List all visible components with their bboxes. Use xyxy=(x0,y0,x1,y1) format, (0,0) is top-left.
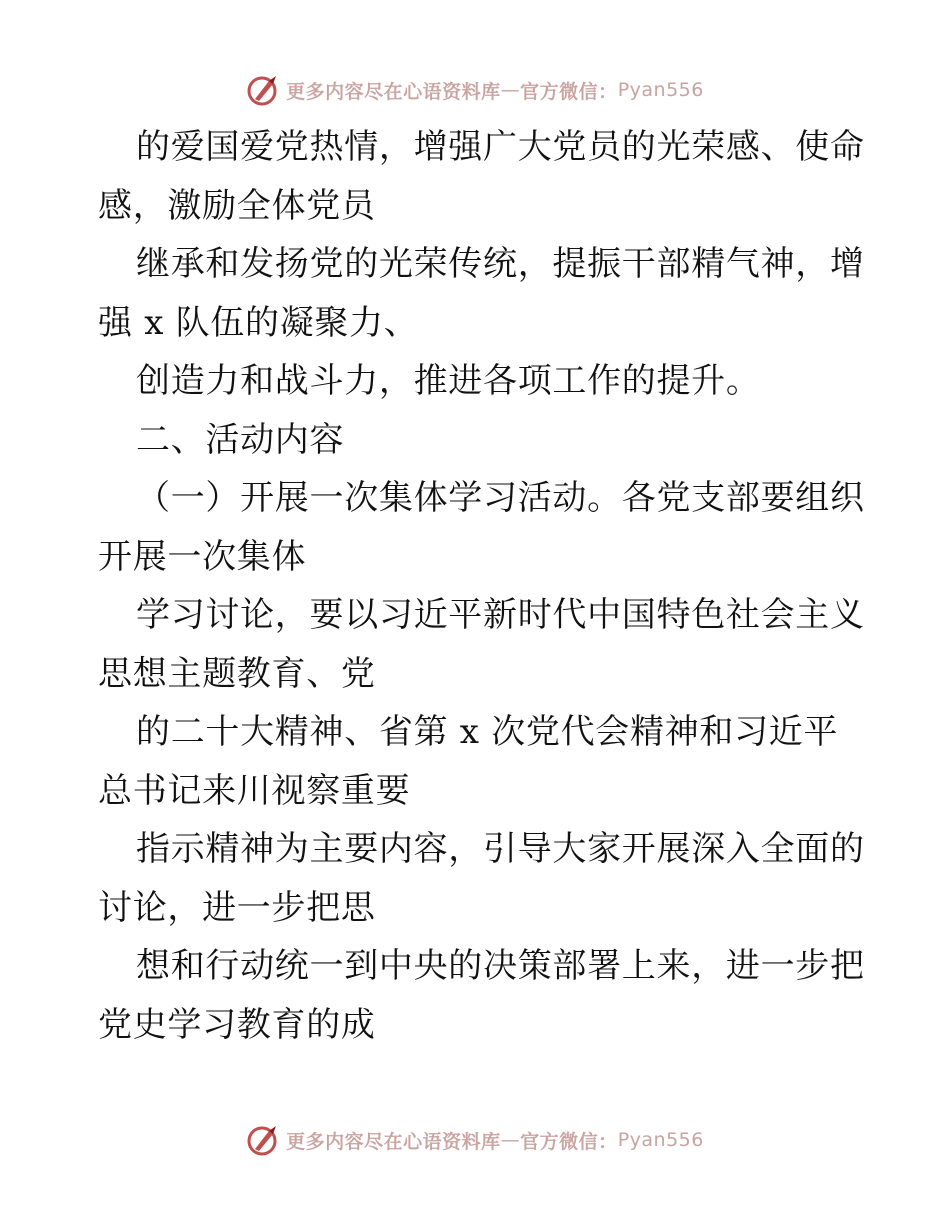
footer-banner xyxy=(0,1120,950,1160)
banner-official-label: 官方微信： xyxy=(520,1130,618,1153)
banner-wechat-id: Pyan556 xyxy=(617,1129,704,1151)
body-line: 讨论，进一步把思 xyxy=(98,887,376,928)
banner-title: 更多内容尽在心语资料库 xyxy=(286,1130,501,1153)
body-line: 创造力和战斗力，推进各项工作的提升。 xyxy=(136,361,761,401)
body-line: 继承和发扬党的光荣传统，提振干部精气神，增 xyxy=(136,244,865,284)
body-line: 学习讨论，要以习近平新时代中国特色社会主义 xyxy=(136,595,865,635)
banner-separator: — xyxy=(500,1129,521,1151)
banner-official-label: 官方微信： xyxy=(520,80,618,103)
banner-title: 更多内容尽在心语资料库 xyxy=(286,80,501,103)
banner-separator: — xyxy=(500,79,521,101)
body-line: （一）开展一次集体学习活动。各党支部要组织 xyxy=(136,478,865,518)
banner-wechat-id: Pyan556 xyxy=(617,79,704,101)
body-line: 感，激励全体党员 xyxy=(98,185,376,226)
body-line: 开展一次集体 xyxy=(98,536,307,577)
body-line: 的爱国爱党热情，增强广大党员的光荣感、使命 xyxy=(136,127,865,167)
quill-logo-icon xyxy=(246,1123,280,1157)
body-line: 总书记来川视察重要 xyxy=(98,770,411,811)
body-line: 党史学习教育的成 xyxy=(98,1004,376,1045)
document-body xyxy=(98,118,865,1054)
body-line: 强 x 队伍的凝聚力、 xyxy=(98,302,419,343)
quill-logo-icon xyxy=(246,73,280,107)
body-line: 想和行动统一到中央的决策部署上来，进一步把 xyxy=(136,946,865,986)
body-line: 指示精神为主要内容，引导大家开展深入全面的 xyxy=(136,829,865,869)
header-banner xyxy=(0,70,950,110)
body-line: 的二十大精神、省第 x 次党代会精神和习近平 xyxy=(136,712,839,752)
body-line: 思想主题教育、党 xyxy=(98,653,376,694)
section-heading: 二、活动内容 xyxy=(136,419,345,460)
